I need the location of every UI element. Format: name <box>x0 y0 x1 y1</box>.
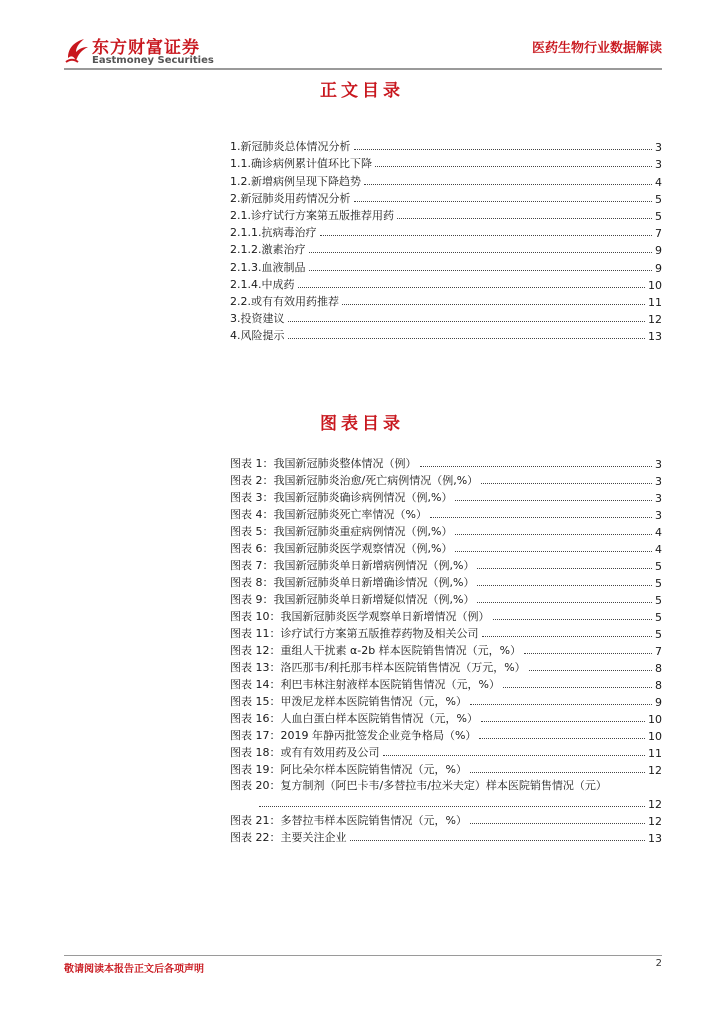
figure-entry-text: 图表 8：我国新冠肺炎单日新增确诊情况（例,%） <box>230 576 475 589</box>
dot-leader <box>350 840 646 841</box>
figure-entry[interactable] <box>230 590 662 607</box>
dot-leader <box>481 483 652 484</box>
toc-entry-text: 1.新冠肺炎总体情况分析 <box>230 140 351 154</box>
figure-entry-page: 8 <box>655 662 662 675</box>
dot-leader <box>342 304 645 305</box>
figure-entry-page: 5 <box>655 577 662 590</box>
figure-entry-text: 图表 1：我国新冠肺炎整体情况（例） <box>230 457 417 470</box>
figure-entry-text: 图表 4：我国新冠肺炎死亡率情况（%） <box>230 508 427 521</box>
toc-entry-text: 1.2.新增病例呈现下降趋势 <box>230 174 361 188</box>
figure-entry-text: 图表 21：多替拉韦样本医院销售情况（元，%） <box>230 814 467 827</box>
figure-entry-text: 图表 2：我国新冠肺炎治愈/死亡病例情况（例,%） <box>230 474 479 487</box>
dot-leader <box>503 687 652 688</box>
dot-leader <box>455 500 652 501</box>
figure-entry[interactable] <box>230 709 662 726</box>
figure-entry[interactable] <box>230 777 662 811</box>
figure-entry-text: 图表 22：主要关注企业 <box>230 831 347 844</box>
figure-entry-page: 13 <box>648 832 662 845</box>
figure-entry[interactable] <box>230 454 662 471</box>
toc-entry[interactable] <box>230 189 662 206</box>
toc-entry[interactable] <box>230 206 662 223</box>
figure-list-title: 图表目录 <box>320 414 404 434</box>
page-number: 2 <box>655 958 662 969</box>
toc-entry-page: 9 <box>655 244 662 258</box>
toc-entry[interactable] <box>230 309 662 326</box>
header-divider <box>64 68 662 70</box>
toc-entry[interactable] <box>230 326 662 343</box>
toc-entry-text: 4.风险提示 <box>230 329 285 343</box>
toc-entry-page: 3 <box>655 158 662 172</box>
figure-entry-page: 3 <box>655 475 662 488</box>
figure-entry-text: 图表 18：或有有效用药及公司 <box>230 746 380 759</box>
figure-entry[interactable] <box>230 522 662 539</box>
dot-leader <box>470 772 645 773</box>
figure-entry[interactable] <box>230 539 662 556</box>
figure-entry-text: 图表 7：我国新冠肺炎单日新增病例情况（例,%） <box>230 559 475 572</box>
figure-entry-text: 图表 11：诊疗试行方案第五版推荐药物及相关公司 <box>230 627 479 640</box>
toc-entry[interactable] <box>230 275 662 292</box>
figure-entry-text: 图表 20：复方制剂（阿巴卡韦/多替拉韦/拉米夫定）样本医院销售情况（元） <box>230 779 607 792</box>
toc-title: 正文目录 <box>320 81 404 101</box>
toc-entry-page: 5 <box>655 209 662 223</box>
dot-leader <box>455 534 652 535</box>
dot-leader <box>420 466 653 467</box>
page-header <box>0 0 724 70</box>
dot-leader <box>354 201 653 202</box>
toc-entry-page: 3 <box>655 141 662 155</box>
figure-entry[interactable] <box>230 573 662 590</box>
toc-entry-page: 11 <box>648 295 662 309</box>
figure-entry-page: 5 <box>655 594 662 607</box>
figure-entry-page: 8 <box>655 679 662 692</box>
toc-entry-page: 9 <box>655 261 662 275</box>
toc-entry-text: 2.新冠肺炎用药情况分析 <box>230 191 351 205</box>
figure-entry[interactable] <box>230 641 662 658</box>
figure-entry-page: 5 <box>655 560 662 573</box>
report-type: 医药生物行业数据解读 <box>531 41 662 56</box>
figure-entry-page: 7 <box>655 645 662 658</box>
toc-entry-text: 3.投资建议 <box>230 312 285 326</box>
figure-entry-text: 图表 16：人血白蛋白样本医院销售情况（元，%） <box>230 712 478 725</box>
figure-entry-text: 图表 14：利巴韦林注射液样本医院销售情况（元，%） <box>230 678 500 691</box>
toc-entry-page: 4 <box>655 175 662 189</box>
figure-entry-page: 12 <box>648 815 662 828</box>
figure-entry[interactable] <box>230 675 662 692</box>
figure-entry[interactable] <box>230 471 662 488</box>
figure-entry-page: 10 <box>648 730 662 743</box>
figure-entry-page: 12 <box>648 764 662 777</box>
dot-leader <box>309 252 653 253</box>
figure-entry-page: 5 <box>655 611 662 624</box>
brand-name-cn: 东方财富证券 <box>92 38 200 58</box>
toc-entry[interactable] <box>230 223 662 240</box>
disclaimer-note: 敬请阅读本报告正文后各项声明 <box>64 964 204 975</box>
toc-entry-text: 2.1.1.抗病毒治疗 <box>230 226 317 240</box>
figure-entry-text: 图表 10：我国新冠肺炎医学观察单日新增情况（例） <box>230 610 490 623</box>
figure-entry[interactable] <box>230 505 662 522</box>
figure-entry[interactable] <box>230 811 662 828</box>
toc-entry-text: 2.1.3.血液制品 <box>230 260 306 274</box>
dot-leader <box>364 184 652 185</box>
figure-entry-page: 11 <box>648 747 662 760</box>
toc-entry-text: 2.1.2.激素治疗 <box>230 243 306 257</box>
toc-entry-text: 2.2.或有有效用药推荐 <box>230 294 339 308</box>
dot-leader <box>288 338 646 339</box>
dot-leader <box>288 321 646 322</box>
toc-entry[interactable] <box>230 292 662 309</box>
dot-leader <box>479 738 645 739</box>
figure-entry[interactable] <box>230 692 662 709</box>
figure-entry-page: 3 <box>655 492 662 505</box>
figure-entry[interactable] <box>230 828 662 845</box>
figure-entry-text: 图表 15：甲泼尼龙样本医院销售情况（元，%） <box>230 695 467 708</box>
figure-entry-text: 图表 17：2019 年静丙批签发企业竞争格局（%） <box>230 729 477 742</box>
figure-entry-page: 4 <box>655 526 662 539</box>
dot-leader <box>354 149 653 150</box>
figure-entry-page: 9 <box>655 696 662 709</box>
figure-entry-text: 图表 13：洛匹那韦/利托那韦样本医院销售情况（万元，%） <box>230 661 526 674</box>
figure-entry[interactable] <box>230 624 662 641</box>
figure-entry-page: 5 <box>655 628 662 641</box>
figure-entry-page: 3 <box>655 458 662 471</box>
brand-name-en: Eastmoney Securities <box>92 55 214 66</box>
toc-entry[interactable] <box>230 171 662 188</box>
figure-entry-text: 图表 3：我国新冠肺炎确诊病例情况（例,%） <box>230 491 453 504</box>
dot-leader <box>482 636 653 637</box>
figure-entry-text: 图表 5：我国新冠肺炎重症病例情况（例,%） <box>230 525 453 538</box>
dot-leader <box>524 653 652 654</box>
toc-entry[interactable] <box>230 137 662 154</box>
list-of-figures <box>230 454 662 845</box>
dot-leader <box>470 704 652 705</box>
dot-leader <box>320 235 653 236</box>
figure-entry[interactable] <box>230 658 662 675</box>
figure-entry-page: 12 <box>648 798 662 811</box>
dot-leader <box>477 585 652 586</box>
figure-entry-text: 图表 12：重组人干扰素 α-2b 样本医院销售情况（元，%） <box>230 644 522 657</box>
dot-leader <box>298 287 646 288</box>
toc-entry[interactable] <box>230 257 662 274</box>
figure-entry-page: 3 <box>655 509 662 522</box>
dot-leader <box>259 806 645 807</box>
eastmoney-logo-icon <box>64 36 90 64</box>
toc-entry-text: 2.1.4.中成药 <box>230 277 295 291</box>
figure-entry[interactable] <box>230 726 662 743</box>
figure-entry[interactable] <box>230 607 662 624</box>
figure-entry[interactable] <box>230 556 662 573</box>
toc-entry-page: 5 <box>655 192 662 206</box>
figure-entry[interactable] <box>230 760 662 777</box>
dot-leader <box>477 602 652 603</box>
dot-leader <box>309 270 653 271</box>
figure-entry-page: 4 <box>655 543 662 556</box>
figure-entry-continuation <box>230 794 662 811</box>
footer-divider <box>64 955 662 956</box>
figure-entry[interactable] <box>230 743 662 760</box>
figure-entry-text: 图表 19：阿比朵尔样本医院销售情况（元，%） <box>230 763 467 776</box>
dot-leader <box>375 166 652 167</box>
dot-leader <box>455 551 652 552</box>
toc-entry-text: 1.1.确诊病例累计值环比下降 <box>230 157 372 171</box>
figure-entry[interactable] <box>230 488 662 505</box>
toc-entry[interactable] <box>230 240 662 257</box>
table-of-contents <box>230 137 662 343</box>
dot-leader <box>383 755 646 756</box>
dot-leader <box>430 517 652 518</box>
toc-entry-page: 10 <box>648 278 662 292</box>
figure-entry-page: 10 <box>648 713 662 726</box>
dot-leader <box>481 721 645 722</box>
figure-entry-text: 图表 9：我国新冠肺炎单日新增疑似情况（例,%） <box>230 593 475 606</box>
toc-entry-page: 13 <box>648 330 662 344</box>
toc-entry-page: 12 <box>648 313 662 327</box>
toc-entry[interactable] <box>230 154 662 171</box>
dot-leader <box>529 670 652 671</box>
dot-leader <box>477 568 652 569</box>
figure-entry-text: 图表 6：我国新冠肺炎医学观察情况（例,%） <box>230 542 453 555</box>
toc-entry-text: 2.1.诊疗试行方案第五版推荐用药 <box>230 208 394 222</box>
dot-leader <box>493 619 653 620</box>
dot-leader <box>397 218 652 219</box>
toc-entry-page: 7 <box>655 227 662 241</box>
dot-leader <box>470 823 645 824</box>
